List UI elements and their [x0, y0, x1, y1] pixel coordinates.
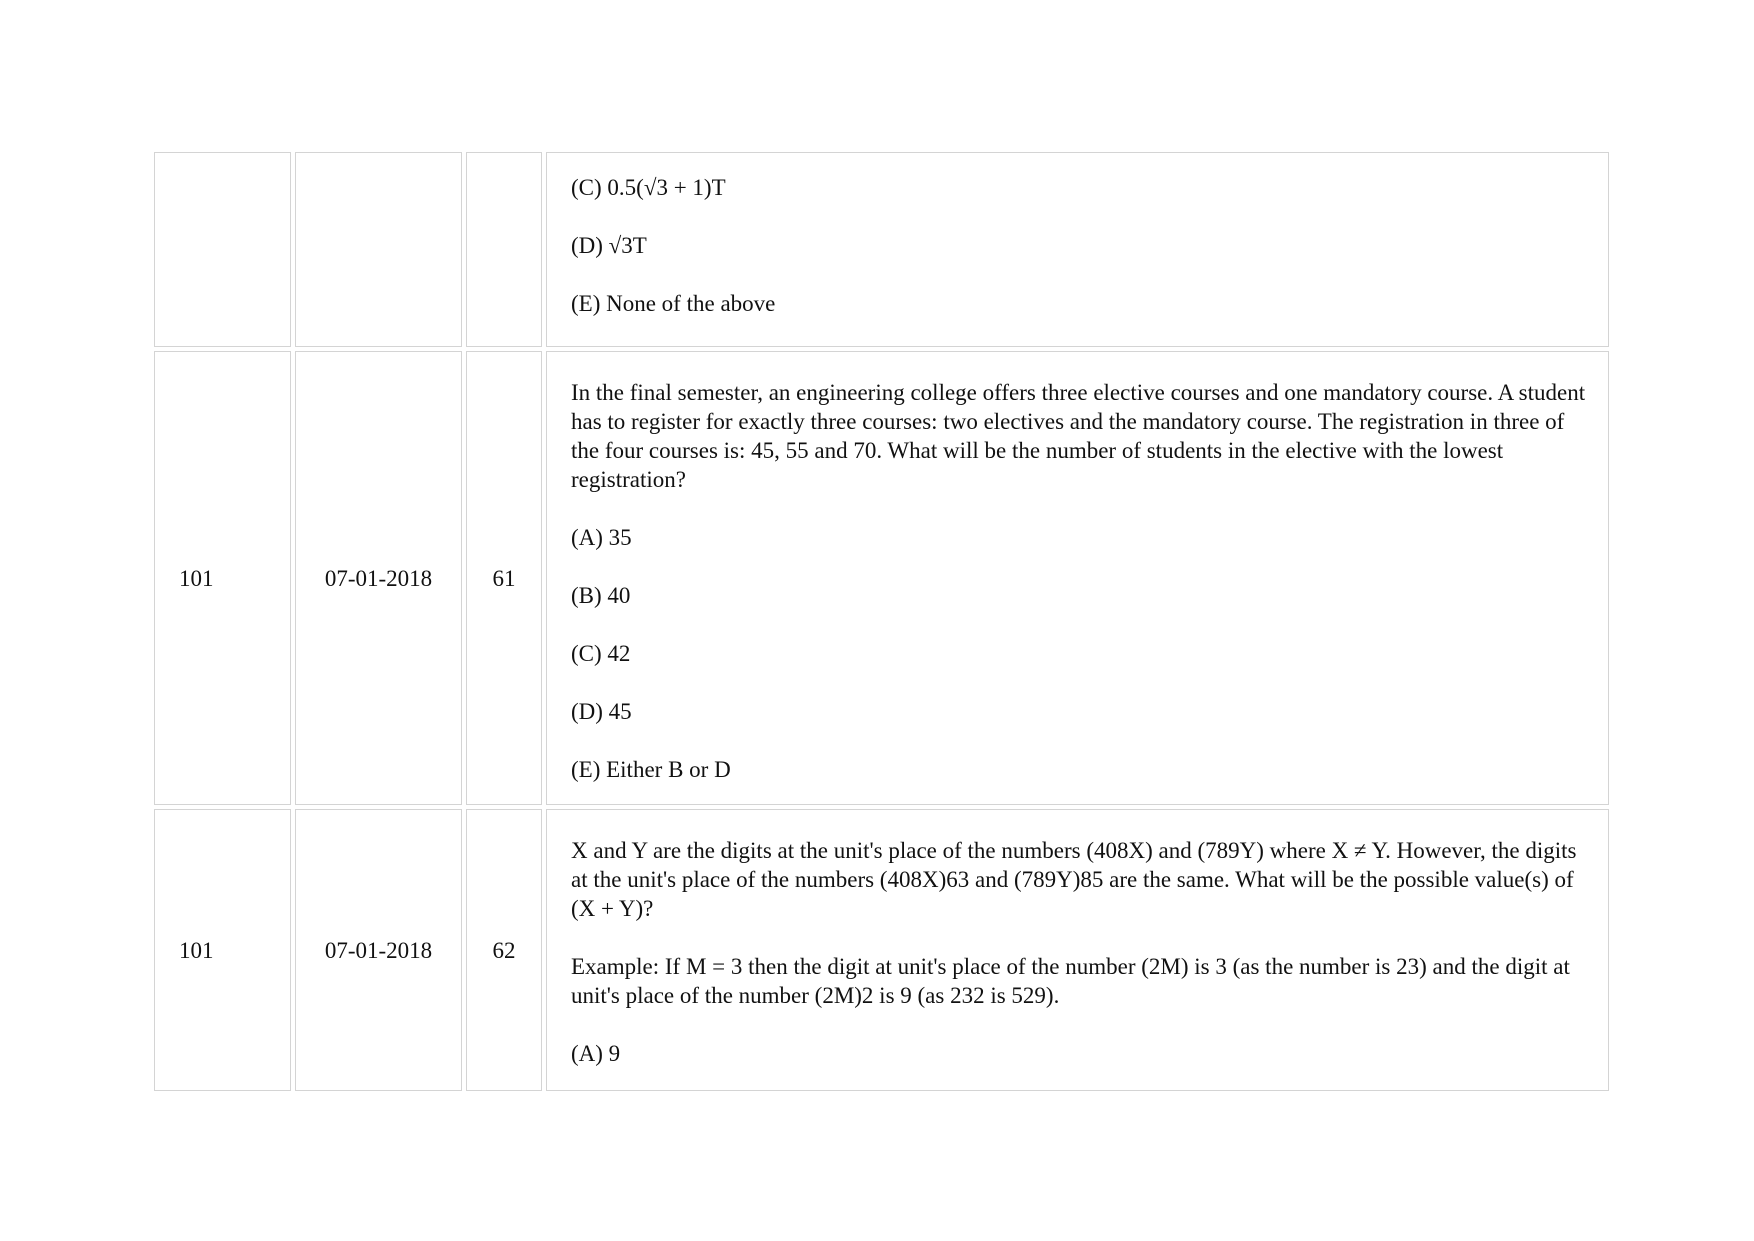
- answer-option: (D) √3T: [571, 233, 647, 258]
- table-row: [154, 809, 1609, 1091]
- table-row: [154, 152, 1609, 347]
- answer-option: (D) 45: [571, 699, 632, 724]
- answer-option: (C) 0.5(√3 + 1)T: [571, 175, 726, 200]
- answer-option: (E) Either B or D: [571, 757, 731, 782]
- question-number-cell: 61: [466, 351, 542, 805]
- question-text-cell: [546, 152, 1609, 347]
- exam-date-cell: [295, 152, 462, 347]
- question-table: [154, 152, 1609, 1095]
- paper-id-cell: 101: [154, 351, 291, 805]
- question-example: Example: If M = 3 then the digit at unit's place of the number (2M) is 3 (as the number is 23) and the digit at unit's place of the number (2M)2 is 9 (as 232 is 529).: [571, 954, 1570, 1008]
- exam-date-cell: 07-01-2018: [295, 809, 462, 1091]
- question-stem: In the final semester, an engineering college offers three elective courses and one mandatory course. A student has to register for exactly three courses: two electives and the mandatory course. The registration in three of the four courses is: 45, 55 and 70. What will be the number of students in the elective with the lowest registration?: [571, 380, 1586, 492]
- question-text-cell: [546, 809, 1609, 1091]
- answer-option: (B) 40: [571, 583, 631, 608]
- exam-date-cell: 07-01-2018: [295, 351, 462, 805]
- answer-option: (E) None of the above: [571, 291, 776, 316]
- paper-id-cell: 101: [154, 809, 291, 1091]
- question-number-cell: 62: [466, 809, 542, 1091]
- question-text-cell: [546, 351, 1609, 805]
- answer-option: (C) 42: [571, 641, 631, 666]
- answer-option: (A) 35: [571, 525, 632, 550]
- paper-id-cell: [154, 152, 291, 347]
- answer-option: (A) 9: [571, 1041, 621, 1066]
- question-number-cell: [466, 152, 542, 347]
- question-stem: X and Y are the digits at the unit's place of the numbers (408X) and (789Y) where X ≠ Y. However, the digits at the unit's place of the numbers (408X)63 and (789Y)85 are the same. What will be the possible value(s) of (X + Y)?: [571, 838, 1577, 921]
- table-row: [154, 351, 1609, 805]
